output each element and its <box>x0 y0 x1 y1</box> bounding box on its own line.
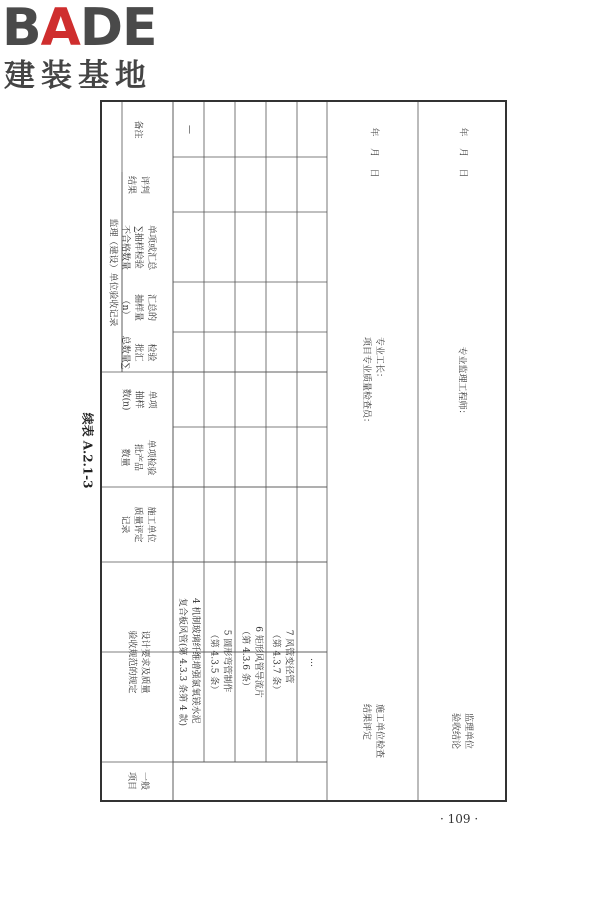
supervision-conclusion-date: 年 月 日 <box>456 127 467 177</box>
brand-logo <box>0 0 180 100</box>
remark-mark: — <box>184 125 194 134</box>
header-total-sample: 汇总的 抽样量 （n） <box>119 293 156 321</box>
item-row: 4 机制玻璃纤维增强氯氧镁水泥 复合板风管(第 4.3.3 条第 4 款) <box>177 597 201 727</box>
brand-letters-de: DE <box>79 0 157 58</box>
header-design-req: 设计要求及质量 验收规范的规定 <box>126 630 150 694</box>
header-unqualified: 单项或汇总 ∑抽样检验 不合格数量 <box>119 224 156 270</box>
header-batch-qty: 单项检验 批产品 数量 <box>119 438 156 476</box>
header-total-batch: 检验 批汇 总数量∑ <box>120 335 156 369</box>
item-row: 6 矩形风管导流片 （第 4.3.6 条） <box>239 626 263 698</box>
construction-check-date: 年 月 日 <box>367 127 378 177</box>
header-construction-record: 施工单位 质量评定 记录 <box>119 506 156 543</box>
header-category: 一般 项目 <box>126 771 150 791</box>
brand-subtitle: 建装基地 <box>4 58 152 94</box>
supervision-conclusion-label: 监理单位 验收结论 <box>450 712 474 750</box>
item-row: 5 圆形弯管制作 （第 4.3.5 条） <box>208 629 232 695</box>
page-number: · 109 · <box>440 812 479 826</box>
item-row: 7 风管变径管 （第 4.3.7 条） <box>270 629 294 695</box>
item-row: … <box>307 657 318 667</box>
header-remark: 备注 <box>132 120 143 139</box>
construction-check-signers: 专业工长： 项目专业质量检查员： <box>361 336 385 428</box>
brand-letter-a: A <box>40 0 80 58</box>
header-supervision-group: 监理（建设）单位验收记录 <box>107 217 118 327</box>
header-result: 评判 结果 <box>126 175 150 194</box>
brand-letter-b: B <box>2 0 41 58</box>
inspection-table <box>100 100 507 802</box>
table-title-text: 续表 A.2.1-3 <box>80 412 95 488</box>
supervision-conclusion-signers: 专业监理工程师： <box>456 345 467 419</box>
construction-check-label: 施工单位检查 结果评定 <box>361 703 385 759</box>
header-sample: 单项 抽样 数(n) <box>119 388 156 411</box>
brand-name <box>2 0 157 56</box>
